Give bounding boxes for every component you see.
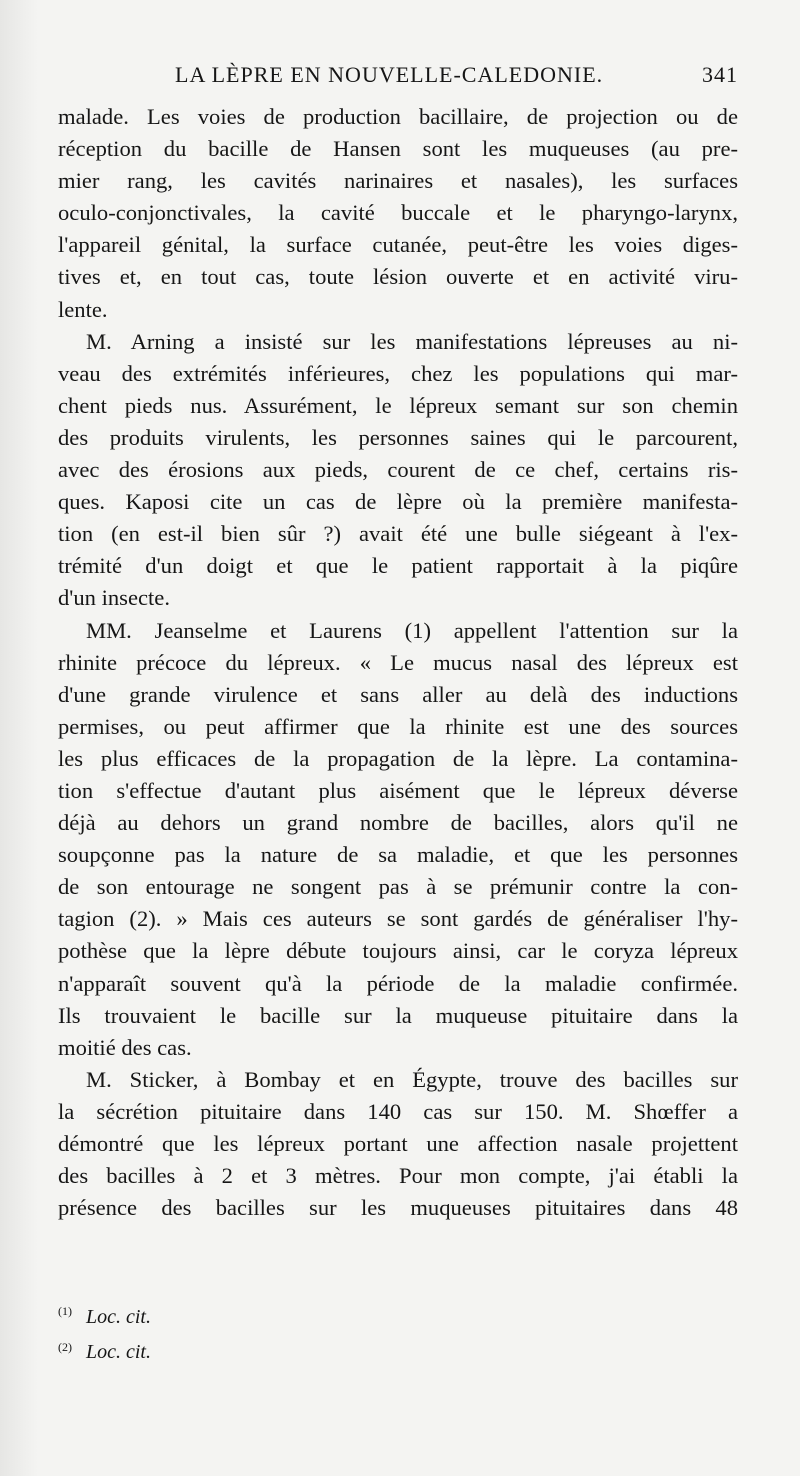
text-line: d'un insecte. xyxy=(58,585,170,611)
text-line: réception du bacille de Hansen sont les muqueuses (au pre- xyxy=(58,136,738,162)
text-line: rhinite précoce du lépreux. « Le mucus nasal des lépreux est xyxy=(58,649,738,675)
text-line: présence des bacilles sur les muqueuses pituitaires dans 48 xyxy=(58,1195,738,1221)
text-line: la sécrétion pituitaire dans 140 cas sur 150. M. Shœffer a xyxy=(58,1098,738,1124)
text-line: des bacilles à 2 et 3 mètres. Pour mon compte, j'ai établi la xyxy=(58,1163,738,1189)
footnote-mark: (2) xyxy=(58,1339,72,1354)
text-line: mier rang, les cavités narinaires et nasales), les surfaces xyxy=(58,168,738,194)
text-line: moitié des cas. xyxy=(58,1034,192,1060)
text-line: oculo-conjonctivales, la cavité buccale et le pharyngo-larynx, xyxy=(58,200,738,226)
page-number: 341 xyxy=(702,62,738,87)
footnotes xyxy=(58,1296,358,1367)
text-line: lente. xyxy=(58,296,108,322)
text-line: M. Sticker, à Bombay et en Égypte, trouve des bacilles sur xyxy=(86,1066,738,1092)
text-line: tion s'effectue d'autant plus aisément que le lépreux déverse xyxy=(58,777,738,803)
page-header xyxy=(175,62,738,92)
text-line: malade. Les voies de production bacillaire, de projection ou de xyxy=(58,104,738,129)
text-line: ques. Kaposi cite un cas de lèpre où la première manifesta- xyxy=(58,489,738,515)
running-title: LA LÈPRE EN NOUVELLE-CALEDONIE. xyxy=(175,62,604,87)
text-line: déjà au dehors un grand nombre de bacilles, alors qu'il ne xyxy=(58,810,738,836)
text-line: M. Arning a insisté sur les manifestations lépreuses au ni- xyxy=(86,328,738,354)
page-gutter-shadow xyxy=(0,0,38,1476)
text-line: soupçonne pas la nature de sa maladie, et que les personnes xyxy=(58,842,738,868)
text-line: tagion (2). » Mais ces auteurs se sont gardés de généraliser l'hy- xyxy=(58,906,738,932)
text-line: pothèse que la lèpre débute toujours ainsi, car le coryza lépreux xyxy=(58,938,738,964)
body-text xyxy=(58,101,738,1224)
footnote-text: Loc. cit. xyxy=(86,1305,151,1328)
footnote xyxy=(58,1332,358,1368)
text-line: permises, ou peut affirmer que la rhinite est une des sources xyxy=(58,713,738,739)
footnote-mark: (1) xyxy=(58,1304,72,1318)
text-line: d'une grande virulence et sans aller au delà des inductions xyxy=(58,681,738,707)
text-line: veau des extrémités inférieures, chez les populations qui mar- xyxy=(58,360,738,386)
text-line: MM. Jeanselme et Laurens (1) appellent l'attention sur la xyxy=(86,617,738,643)
text-line: l'appareil génital, la surface cutanée, peut-être les voies diges- xyxy=(58,232,738,258)
footnote-text: Loc. cit. xyxy=(86,1341,151,1364)
text-line: Ils trouvaient le bacille sur la muqueuse pituitaire dans la xyxy=(58,1002,738,1028)
text-line: les plus efficaces de la propagation de la lèpre. La contamina- xyxy=(58,745,738,771)
text-line: trémité d'un doigt et que le patient rapportait à la piqûre xyxy=(58,553,738,579)
footnote xyxy=(58,1296,358,1332)
text-line: de son entourage ne songent pas à se prémunir contre la con- xyxy=(58,874,738,900)
text-line: n'apparaît souvent qu'à la période de la maladie confirmée. xyxy=(58,970,738,996)
text-line: démontré que les lépreux portant une affection nasale projettent xyxy=(58,1131,738,1156)
text-line: chent pieds nus. Assurément, le lépreux semant sur son chemin xyxy=(58,392,738,418)
text-line: tives et, en tout cas, toute lésion ouverte et en activité viru- xyxy=(58,264,738,290)
text-line: des produits virulents, les personnes saines qui le parcourent, xyxy=(58,424,738,450)
text-line: tion (en est-il bien sûr ?) avait été une bulle siégeant à l'ex- xyxy=(58,521,738,547)
text-line: avec des érosions aux pieds, courent de ce chef, certains ris- xyxy=(58,457,738,483)
